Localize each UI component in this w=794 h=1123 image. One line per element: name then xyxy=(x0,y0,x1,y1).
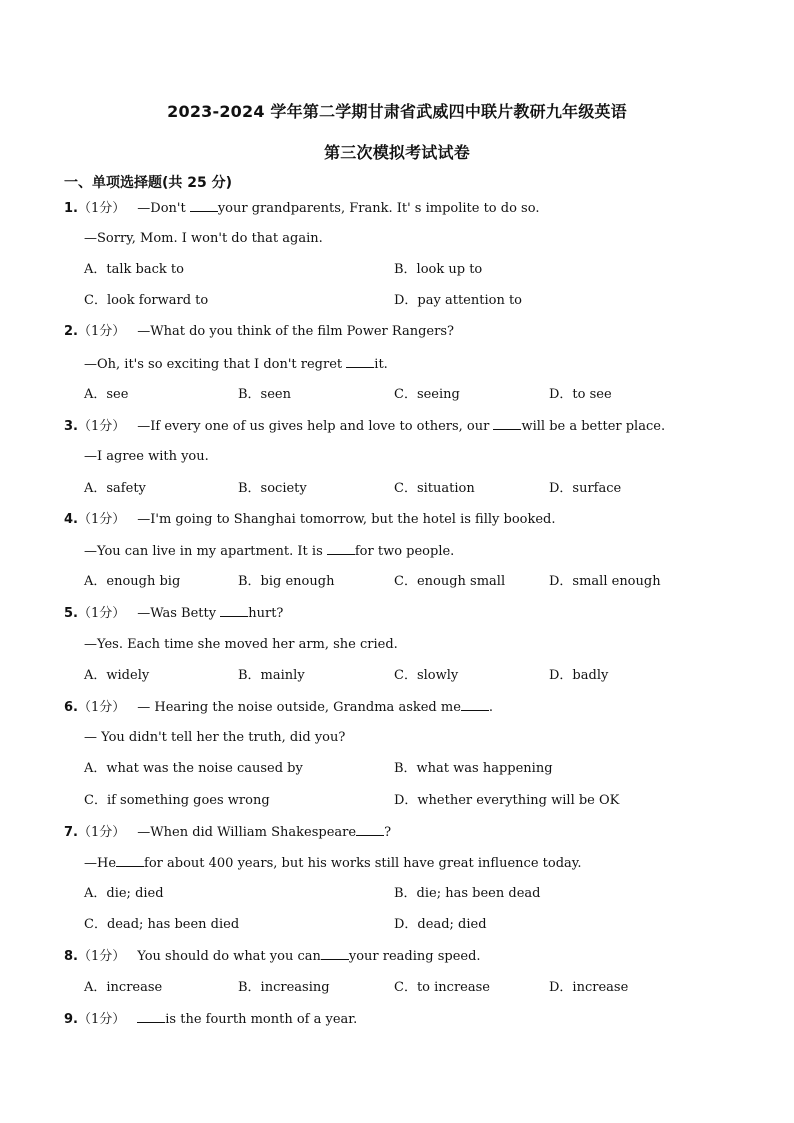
exam-title-line2: 第三次模拟考试试卷 xyxy=(324,143,470,162)
question-score: （1分） xyxy=(77,1012,126,1027)
question-7-option-c: C．dead; has been died xyxy=(84,917,240,932)
question-7-option-a: A．die; died xyxy=(84,886,164,901)
stem-text: You should do what you can xyxy=(137,949,321,964)
question-score: （1分） xyxy=(77,949,126,964)
stem-text: —When did William Shakespeare xyxy=(137,825,357,840)
answer-blank xyxy=(327,542,355,555)
answer-blank xyxy=(190,199,218,212)
stem-text: hurt? xyxy=(248,606,284,621)
stem-text: —I'm going to Shanghai tomorrow, but the hotel is filly booked. xyxy=(137,512,556,527)
question-score: （1分） xyxy=(77,606,126,621)
question-7-dialog xyxy=(84,854,582,873)
dialog-text: —You can live in my apartment. It is xyxy=(84,544,327,559)
question-number: 1. xyxy=(64,201,78,216)
answer-blank xyxy=(493,417,521,430)
question-6-option-d: D．whether everything will be OK xyxy=(394,793,620,808)
question-4-stem xyxy=(64,511,556,529)
question-7-option-b: B．die; has been dead xyxy=(394,886,541,901)
question-1-option-a: A．talk back to xyxy=(84,262,184,277)
question-6-option-c: C．if something goes wrong xyxy=(84,793,270,808)
section-heading: 一、单项选择题(共 25 分) xyxy=(64,175,233,191)
question-4-option-c: C．enough small xyxy=(394,574,506,589)
question-score: （1分） xyxy=(77,825,126,840)
dialog-text: for two people. xyxy=(354,544,455,559)
question-1-stem xyxy=(64,199,539,218)
question-number: 7. xyxy=(64,825,78,840)
stem-text: —What do you think of the film Power Rangers? xyxy=(137,324,454,339)
question-number: 2. xyxy=(64,324,78,339)
question-2-option-c: C．seeing xyxy=(394,387,460,402)
question-2-option-d: D．to see xyxy=(549,387,612,402)
question-2-dialog xyxy=(84,355,388,374)
question-8-stem xyxy=(64,947,481,966)
answer-blank xyxy=(321,947,349,960)
stem-text: —If every one of us gives help and love to others, our xyxy=(137,419,494,434)
dialog-text: for about 400 years, but his works still have great influence today. xyxy=(144,856,582,871)
question-7-stem xyxy=(64,823,391,842)
dialog-text: it. xyxy=(374,357,388,372)
stem-text: —Don't xyxy=(137,201,190,216)
dialog-text: —Oh, it's so exciting that I don't regret xyxy=(84,357,347,372)
question-8-option-d: D．increase xyxy=(549,980,629,995)
exam-title-line1: 2023-2024 学年第二学期甘肃省武威四中联片教研九年级英语 xyxy=(167,102,627,121)
answer-blank xyxy=(116,854,144,867)
stem-text: . xyxy=(488,700,494,715)
question-score: （1分） xyxy=(77,700,126,715)
question-5-stem xyxy=(64,604,283,623)
question-2-stem xyxy=(64,323,454,341)
question-5-dialog: —Yes. Each time she moved her arm, she cried. xyxy=(84,637,398,652)
question-3-option-b: B．society xyxy=(238,481,307,496)
question-5-option-a: A．widely xyxy=(84,668,150,683)
question-8-option-a: A．increase xyxy=(84,980,163,995)
question-3-option-c: C．situation xyxy=(394,481,475,496)
dialog-text: —He xyxy=(84,856,117,871)
answer-blank xyxy=(346,355,374,368)
question-4-option-a: A．enough big xyxy=(84,574,181,589)
question-score: （1分） xyxy=(77,419,126,434)
stem-text: will be a better place. xyxy=(521,419,666,434)
question-number: 5. xyxy=(64,606,78,621)
question-score: （1分） xyxy=(77,512,126,527)
stem-text: your grandparents, Frank. It' s impolite to do so. xyxy=(217,201,540,216)
stem-text: — Hearing the noise outside, Grandma asked me xyxy=(137,700,461,715)
stem-text: ? xyxy=(384,825,392,840)
question-number: 4. xyxy=(64,512,78,527)
question-2-option-b: B．seen xyxy=(238,387,291,402)
question-number: 6. xyxy=(64,700,78,715)
question-6-dialog: — You didn't tell her the truth, did you? xyxy=(84,730,346,745)
question-6-option-b: B．what was happening xyxy=(394,761,553,776)
question-5-option-c: C．slowly xyxy=(394,668,459,683)
question-3-option-d: D．surface xyxy=(549,481,622,496)
question-4-option-b: B．big enough xyxy=(238,574,335,589)
question-1-option-b: B．look up to xyxy=(394,262,483,277)
question-4-dialog xyxy=(84,542,454,561)
question-number: 9. xyxy=(64,1012,78,1027)
question-number: 8. xyxy=(64,949,78,964)
question-4-option-d: D．small enough xyxy=(549,574,661,589)
stem-text: your reading speed. xyxy=(348,949,481,964)
question-6-stem xyxy=(64,698,493,717)
question-7-option-d: D．dead; died xyxy=(394,917,487,932)
question-8-option-c: C．to increase xyxy=(394,980,490,995)
question-1-option-c: C．look forward to xyxy=(84,293,209,308)
question-3-dialog: —I agree with you. xyxy=(84,449,209,464)
stem-text: is the fourth month of a year. xyxy=(165,1012,358,1027)
question-3-option-a: A．safety xyxy=(84,481,146,496)
question-3-stem xyxy=(64,417,665,436)
question-6-option-a: A．what was the noise caused by xyxy=(84,761,303,776)
answer-blank xyxy=(137,1010,165,1023)
question-1-option-d: D．pay attention to xyxy=(394,293,523,308)
question-1-dialog: —Sorry, Mom. I won't do that again. xyxy=(84,231,323,246)
answer-blank xyxy=(220,604,248,617)
question-score: （1分） xyxy=(77,324,126,339)
question-number: 3. xyxy=(64,419,78,434)
question-2-option-a: A．see xyxy=(84,387,129,402)
question-score: （1分） xyxy=(77,201,126,216)
stem-text: —Was Betty xyxy=(137,606,221,621)
question-5-option-d: D．badly xyxy=(549,668,609,683)
question-8-option-b: B．increasing xyxy=(238,980,330,995)
answer-blank xyxy=(356,823,384,836)
answer-blank xyxy=(461,698,489,711)
question-9-stem xyxy=(64,1010,357,1029)
question-5-option-b: B．mainly xyxy=(238,668,305,683)
